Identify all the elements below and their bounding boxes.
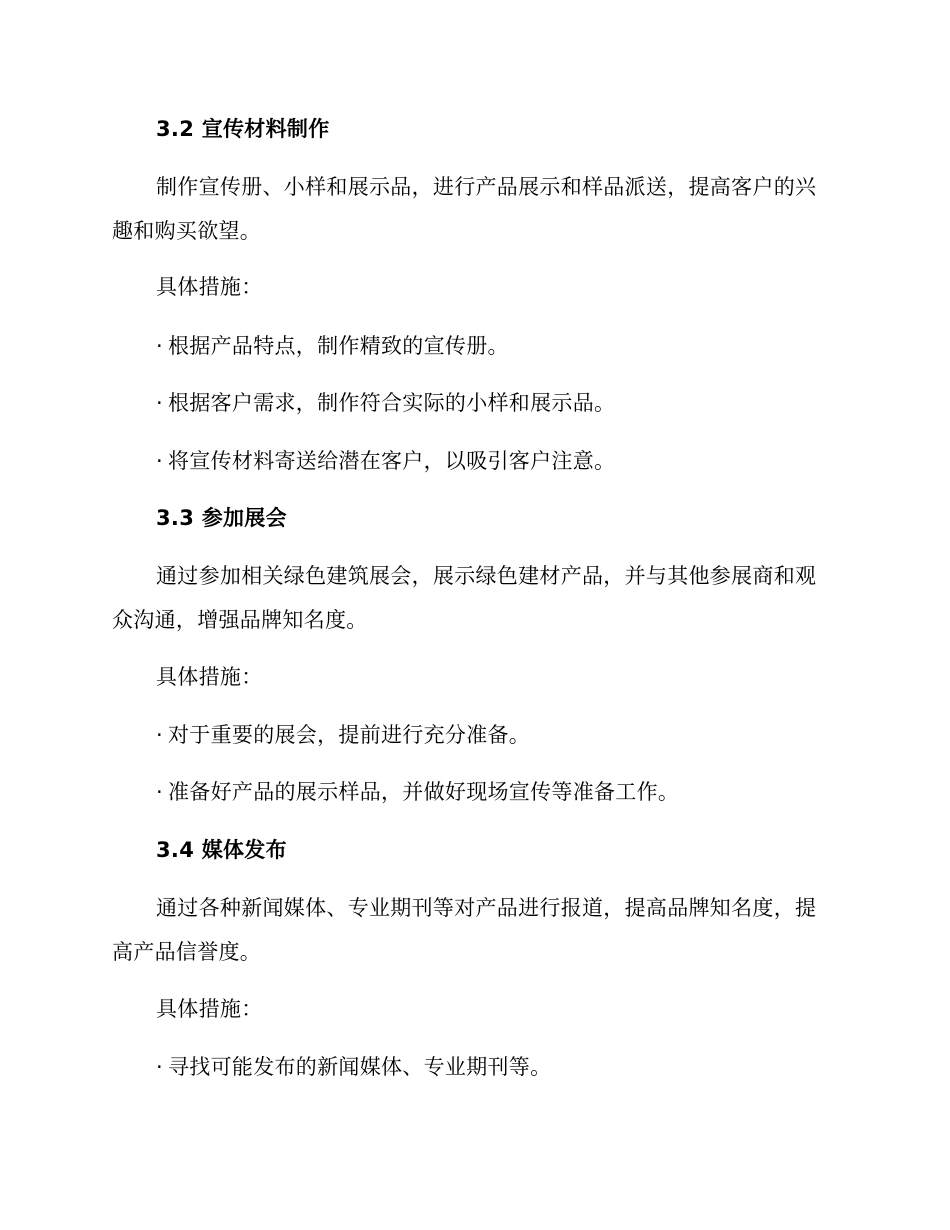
list-item (156, 324, 881, 368)
list-item-text: 根据产品特点，制作精致的宣传册。 (168, 334, 509, 358)
bullet-icon: · (156, 391, 163, 415)
measures-label: 具体措施： (156, 997, 263, 1021)
section-paragraph: 通过参加相关绿色建筑展会，展示绿色建材产品，并与其他参展商和观众沟通，增强品牌知名度。 (112, 564, 817, 632)
list-item-text: 将宣传材料寄送给潜在客户，以吸引客户注意。 (168, 449, 616, 473)
list-item-text: 根据客户需求，制作符合实际的小样和展示品。 (168, 391, 616, 415)
list-item-text: 寻找可能发布的新闻媒体、专业期刊等。 (168, 1055, 552, 1079)
bullet-icon: · (156, 780, 163, 804)
bullet-icon: · (156, 723, 163, 747)
list-item (156, 770, 881, 814)
bullet-icon: · (156, 449, 163, 473)
list-item (156, 1045, 881, 1089)
bullet-icon: · (156, 1055, 163, 1079)
list-item (156, 381, 881, 425)
list-item-text: 准备好产品的展示样品，并做好现场宣传等准备工作。 (168, 780, 680, 804)
section-heading: 3.3 参加展会 (156, 506, 287, 530)
measures-label: 具体措施： (156, 275, 263, 299)
measures-label: 具体措施： (156, 665, 263, 689)
list-item-text: 对于重要的展会，提前进行充分准备。 (168, 723, 531, 747)
list-item (156, 713, 881, 757)
section-heading: 3.4 媒体发布 (156, 838, 287, 862)
bullet-icon: · (156, 334, 163, 358)
section-paragraph: 通过各种新闻媒体、专业期刊等对产品进行报道，提高品牌知名度，提高产品信誉度。 (112, 896, 817, 964)
section-heading: 3.2 宣传材料制作 (156, 117, 330, 141)
list-item (156, 439, 881, 483)
section-paragraph: 制作宣传册、小样和展示品，进行产品展示和样品派送，提高客户的兴趣和购买欲望。 (112, 175, 817, 243)
